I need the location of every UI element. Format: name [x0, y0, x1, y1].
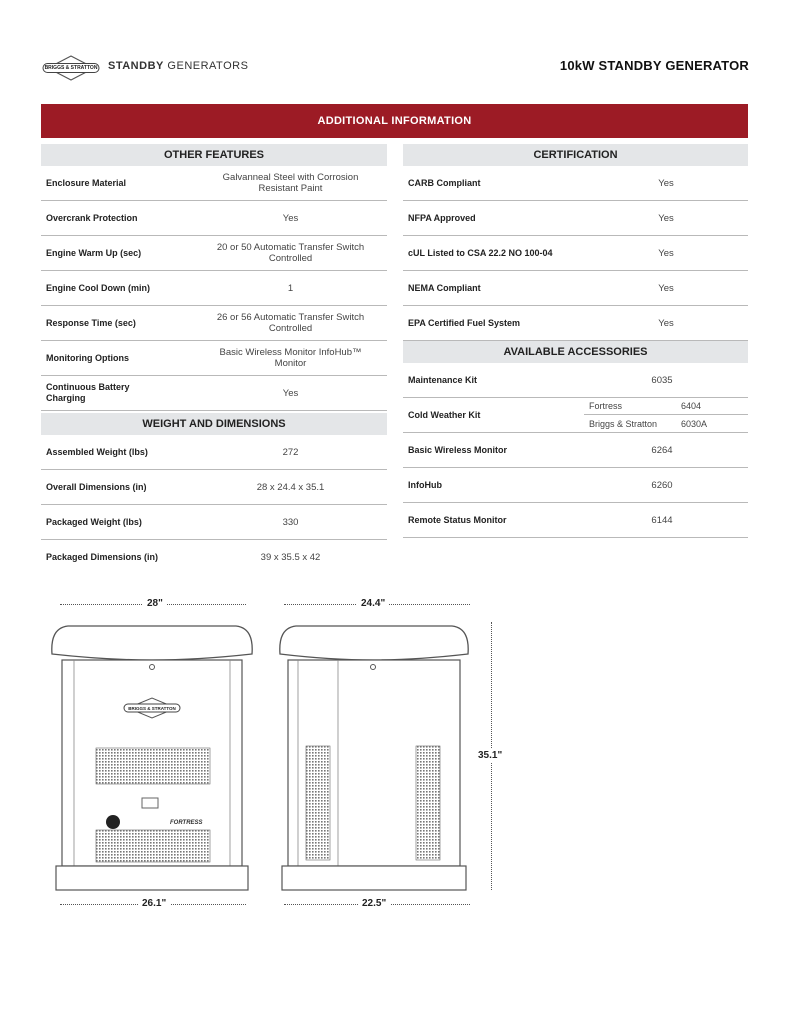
- accessory-row: [403, 468, 748, 503]
- cold-weather-option: [584, 415, 748, 432]
- row-label: Remote Status Monitor: [408, 514, 507, 525]
- brand-logo: [40, 54, 102, 82]
- other-features-table: [41, 166, 387, 411]
- brand-light: GENERATORS: [167, 60, 249, 72]
- dimension-row: [41, 435, 387, 470]
- accessories-table: [403, 433, 748, 538]
- row-label: cUL Listed to CSA 22.2 NO 100-04: [408, 247, 553, 258]
- row-label: EPA Certified Fuel System: [408, 317, 521, 328]
- dim-height: 35.1": [478, 750, 503, 761]
- row-value: Yes: [282, 212, 299, 224]
- row-label: Packaged Weight (lbs): [46, 516, 142, 527]
- row-label: Enclosure Material: [46, 177, 127, 188]
- page-title: 10kW STANDBY GENERATOR: [559, 58, 749, 73]
- accessory-label: Cold Weather Kit: [408, 409, 481, 420]
- accessory-value: 6035: [651, 374, 673, 386]
- dimension-row: [41, 470, 387, 505]
- fortress-label: FORTRESS: [170, 820, 203, 826]
- brand-name: [108, 60, 248, 72]
- dim-width-top: 28": [143, 598, 167, 609]
- row-value: 39 x 35.5 x 42: [260, 552, 321, 563]
- additional-info-banner: ADDITIONAL INFORMATION: [41, 104, 748, 138]
- certification-row: [403, 166, 748, 201]
- row-value: Yes: [282, 387, 299, 399]
- cold-weather-options: [584, 398, 748, 432]
- row-label: InfoHub: [408, 479, 442, 490]
- accessory-row: [403, 503, 748, 538]
- row-value: Yes: [658, 212, 674, 224]
- row-value: 6260: [651, 479, 673, 491]
- certification-row: [403, 201, 748, 236]
- feature-row: [41, 306, 387, 341]
- option-value: 6404: [681, 401, 702, 411]
- accessory-row: [403, 433, 748, 468]
- front-badge-text: BRIGGS & STRATTON: [128, 706, 176, 711]
- row-value: 1: [287, 282, 294, 294]
- option-name: Briggs & Stratton: [589, 418, 658, 429]
- row-value: 20 or 50 Automatic Transfer Switch Controlled: [216, 242, 365, 264]
- left-column: [41, 144, 387, 575]
- dim-width-bottom: 26.1": [138, 898, 170, 909]
- row-label: Basic Wireless Monitor: [408, 444, 507, 455]
- feature-row: [41, 166, 387, 201]
- weight-dimensions-heading: WEIGHT AND DIMENSIONS: [41, 413, 387, 435]
- generator-front-view: [48, 620, 258, 892]
- accessory-row-maintenance: [403, 363, 748, 398]
- certification-row: [403, 306, 748, 341]
- row-label: Engine Cool Down (min): [46, 282, 150, 293]
- row-value: 28 x 24.4 x 35.1: [256, 481, 325, 493]
- feature-row: [41, 236, 387, 271]
- row-label: Monitoring Options: [46, 352, 129, 363]
- row-value: Basic Wireless Monitor InfoHub™ Monitor: [219, 347, 362, 369]
- row-label: NEMA Compliant: [408, 282, 481, 293]
- row-label: Response Time (sec): [46, 317, 136, 328]
- feature-row: [41, 271, 387, 306]
- brand-bold: STANDBY: [108, 60, 164, 72]
- option-name: Fortress: [589, 401, 623, 411]
- other-features-heading: OTHER FEATURES: [41, 144, 387, 166]
- feature-row: [41, 341, 387, 376]
- accessory-row-cold-weather: [403, 398, 748, 433]
- row-value: 26 or 56 Automatic Transfer Switch Controlled: [216, 312, 365, 334]
- logo-text: BRIGGS & STRATTON: [44, 65, 98, 71]
- row-label: CARB Compliant: [408, 177, 481, 188]
- certification-heading: CERTIFICATION: [403, 144, 748, 166]
- feature-row: [41, 376, 387, 411]
- dimension-row: [41, 540, 387, 575]
- weight-dimensions-table: [41, 435, 387, 575]
- dim-depth-bottom: 22.5": [358, 898, 390, 909]
- row-value: 6144: [651, 514, 673, 526]
- row-label: Assembled Weight (lbs): [46, 446, 148, 457]
- cold-weather-option: [584, 398, 748, 415]
- dimension-row: [41, 505, 387, 540]
- row-value: Yes: [658, 247, 674, 259]
- accessory-label: Maintenance Kit: [408, 374, 478, 385]
- feature-row: [41, 201, 387, 236]
- row-label: Engine Warm Up (sec): [46, 247, 142, 258]
- right-column: [403, 144, 748, 538]
- certification-row: [403, 236, 748, 271]
- dim-depth-top: 24.4": [357, 598, 389, 609]
- row-value: Yes: [658, 317, 674, 329]
- row-label: Overall Dimensions (in): [46, 481, 147, 492]
- row-value: Yes: [658, 177, 674, 189]
- row-label: NFPA Approved: [408, 212, 476, 223]
- row-value: 6264: [651, 444, 673, 456]
- row-value: 330: [282, 516, 299, 528]
- row-label: Overcrank Protection: [46, 212, 138, 223]
- certification-table: [403, 166, 748, 341]
- generator-side-view: [276, 620, 476, 892]
- row-value: 272: [282, 446, 299, 458]
- row-value: Galvanneal Steel with Corrosion Resistant Paint: [222, 172, 359, 194]
- accessories-heading: AVAILABLE ACCESSORIES: [403, 341, 748, 363]
- certification-row: [403, 271, 748, 306]
- row-label: Packaged Dimensions (in): [46, 552, 159, 562]
- row-label: Continuous Battery Charging: [46, 382, 130, 403]
- row-value: Yes: [658, 282, 674, 294]
- option-value: 6030A: [681, 418, 708, 429]
